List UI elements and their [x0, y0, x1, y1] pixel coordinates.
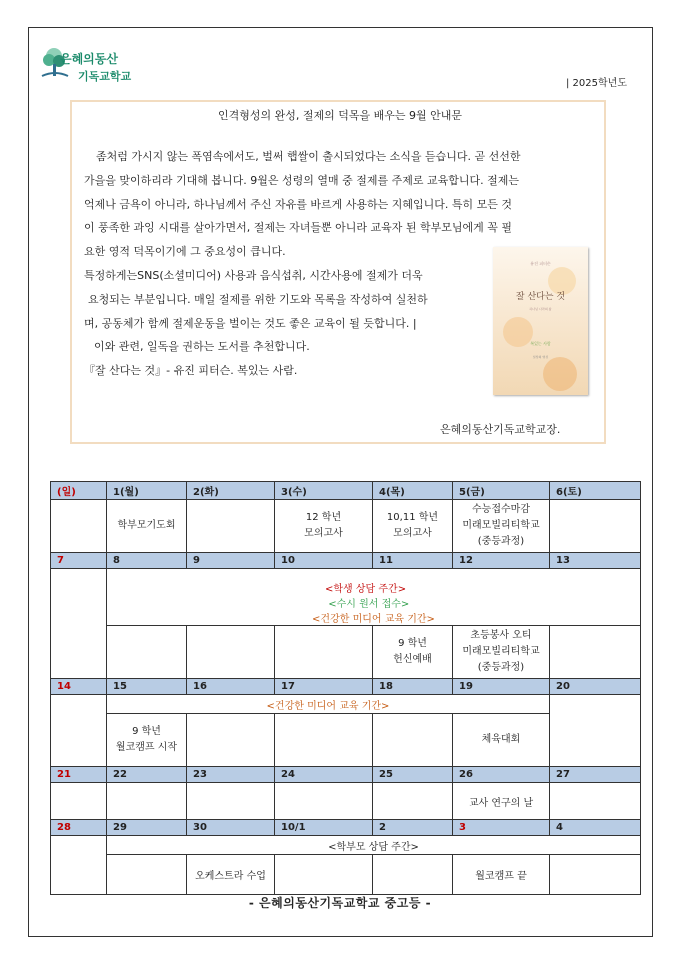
event-cell [275, 714, 373, 767]
date-cell: 12 [453, 553, 550, 569]
event-cell [550, 626, 641, 679]
book-publisher: 복있는 사람 [530, 341, 551, 346]
day-header: 1(월) [107, 482, 187, 500]
event-cell [275, 855, 373, 895]
date-cell: 29 [107, 820, 187, 836]
event-cell [550, 855, 641, 895]
event-cell [275, 626, 373, 679]
event-cell: 12 학년 모의고사 [275, 500, 373, 553]
notice-line: 이 풍족한 과잉 시대를 살아가면서, 절제는 자녀들뿐 아니라 교육자 된 학부모님에게 꼭 필 [84, 221, 512, 235]
date-cell: 14 [51, 679, 107, 695]
principal-signature: 은혜의동산기독교학교장. [440, 423, 561, 436]
date-cell: 8 [107, 553, 187, 569]
date-cell: 15 [107, 679, 187, 695]
notice-title: 인격형성의 완성, 절제의 덕목을 배우는 9월 안내문 [218, 109, 462, 122]
day-header: 3(수) [275, 482, 373, 500]
date-cell: 19 [453, 679, 550, 695]
date-cell: 21 [51, 767, 107, 783]
event-cell: 교사 연구의 날 [453, 783, 550, 820]
event-cell [51, 500, 107, 553]
school-year-label: | 2025학년도 [566, 78, 627, 89]
event-cell [51, 569, 107, 679]
date-cell: 23 [187, 767, 275, 783]
notice-line: 특정하게는SNS(소셜미디어) 사용과 음식섭취, 시간사용에 절제가 더욱 [84, 269, 423, 282]
event-cell: 월코캠프 끝 [453, 855, 550, 895]
event-cell: 체육대회 [453, 714, 550, 767]
notice-paragraph-2 [84, 264, 428, 383]
date-cell: 30 [187, 820, 275, 836]
notice-line: 『잘 산다는 것』- 유진 피터슨. 복있는 사람. [84, 364, 298, 378]
date-cell: 28 [51, 820, 107, 836]
event-cell [187, 714, 275, 767]
book-subtitle: 하나님 나라의 삶 [529, 307, 552, 311]
notice-paragraph-1 [84, 145, 521, 264]
event-cell [187, 500, 275, 553]
week3-dates-row [51, 679, 641, 695]
week5-banner-row [51, 836, 641, 855]
notice-line: 억제나 금욕이 아니라, 하나님께서 주신 자유를 바르게 사용하는 지혜입니다. 특히 모든 것 [84, 197, 512, 211]
event-cell [51, 695, 107, 767]
event-cell [550, 783, 641, 820]
date-cell: 10/1 [275, 820, 373, 836]
week2-banner-row [51, 569, 641, 626]
event-cell [51, 783, 107, 820]
event-cell [373, 714, 453, 767]
week5-events-row [51, 855, 641, 895]
day-header: (일) [51, 482, 107, 500]
banner-media-education: <건강한 미디어 교육 기간> [312, 614, 435, 625]
date-cell: 17 [275, 679, 373, 695]
date-cell: 7 [51, 553, 107, 569]
date-cell: 22 [107, 767, 187, 783]
event-cell: 학부모기도회 [107, 500, 187, 553]
event-cell [187, 783, 275, 820]
date-cell: 18 [373, 679, 453, 695]
banner-parent-counseling: <학부모 상담 주간> [107, 836, 641, 855]
date-cell: 13 [550, 553, 641, 569]
date-cell: 25 [373, 767, 453, 783]
event-cell [275, 783, 373, 820]
event-cell [107, 783, 187, 820]
event-cell [107, 855, 187, 895]
book-cover-image [493, 247, 588, 395]
book-blurb: 일상의 영성 [532, 355, 549, 359]
week2-dates-row [51, 553, 641, 569]
date-cell: 24 [275, 767, 373, 783]
date-cell: 10 [275, 553, 373, 569]
logo-line2: 기독교학교 [78, 70, 132, 83]
notice-line: 좀처럼 가시지 않는 폭염속에서도, 벌써 햅쌀이 출시되었다는 소식을 듣습니다. 곧 선선한 [96, 150, 521, 163]
week1-events-row [51, 500, 641, 553]
school-logo [40, 46, 150, 86]
week3-banner-row [51, 695, 641, 714]
book-author: 유진 피터슨 [530, 261, 551, 266]
banner-student-counseling: <학생 상담 주간> [325, 584, 407, 595]
date-cell: 27 [550, 767, 641, 783]
calendar-header-row [51, 482, 641, 500]
notice-line: 가을을 맞이하리라 기대해 봅니다. 9월은 성령의 열매 중 절제를 주제로 교육합니다. 절제는 [84, 173, 519, 187]
date-cell-holiday: 3 [453, 820, 550, 836]
logo-line1: 은혜의동산 [60, 52, 118, 66]
notice-line: 이와 관련, 일독을 권하는 도서를 추천합니다. [94, 340, 310, 354]
event-cell [107, 626, 187, 679]
date-cell: 26 [453, 767, 550, 783]
day-header: 4(목) [373, 482, 453, 500]
event-cell [187, 626, 275, 679]
event-cell [373, 783, 453, 820]
footer-school-name: - 은혜의동산기독교학교 중고등 - [248, 896, 432, 910]
day-header: 5(금) [453, 482, 550, 500]
date-cell: 20 [550, 679, 641, 695]
banner-early-admission: <수시 원서 접수> [328, 599, 410, 610]
notice-line: 요한 영적 덕목이기에 그 중요성이 큽니다. [84, 245, 286, 259]
event-cell: 오케스트라 수업 [187, 855, 275, 895]
event-cell: 9 학년 헌신예배 [373, 626, 453, 679]
event-cell: 10,11 학년 모의고사 [373, 500, 453, 553]
event-cell [51, 836, 107, 895]
event-cell [550, 695, 641, 767]
notice-line: 요청되는 부분입니다. 매일 절제를 위한 기도와 목록을 작성하여 실천하 [88, 292, 428, 306]
event-cell: 9 학년 월코캠프 시작 [107, 714, 187, 767]
week4-dates-row [51, 767, 641, 783]
week4-events-row [51, 783, 641, 820]
date-cell: 2 [373, 820, 453, 836]
week2-events-row [51, 626, 641, 679]
banner-cell [107, 569, 641, 626]
event-cell: 초등봉사 오티 미래모빌리티학교 (중등과정) [453, 626, 550, 679]
date-cell: 9 [187, 553, 275, 569]
notice-line: 며, 공동체가 함께 절제운동을 벌이는 것도 좋은 교육이 될 듯합니다. | [84, 316, 417, 330]
event-cell [373, 855, 453, 895]
event-cell: 수능접수마감 미래모빌리티학교 (중등과정) [453, 500, 550, 553]
book-title: 잘 산다는 것 [515, 292, 566, 302]
calendar-table [50, 481, 641, 895]
date-cell: 11 [373, 553, 453, 569]
day-header: 2(화) [187, 482, 275, 500]
banner-media-education: <건강한 미디어 교육 기간> [107, 695, 550, 714]
day-header: 6(토) [550, 482, 641, 500]
week5-dates-row [51, 820, 641, 836]
date-cell: 16 [187, 679, 275, 695]
event-cell [550, 500, 641, 553]
date-cell: 4 [550, 820, 641, 836]
